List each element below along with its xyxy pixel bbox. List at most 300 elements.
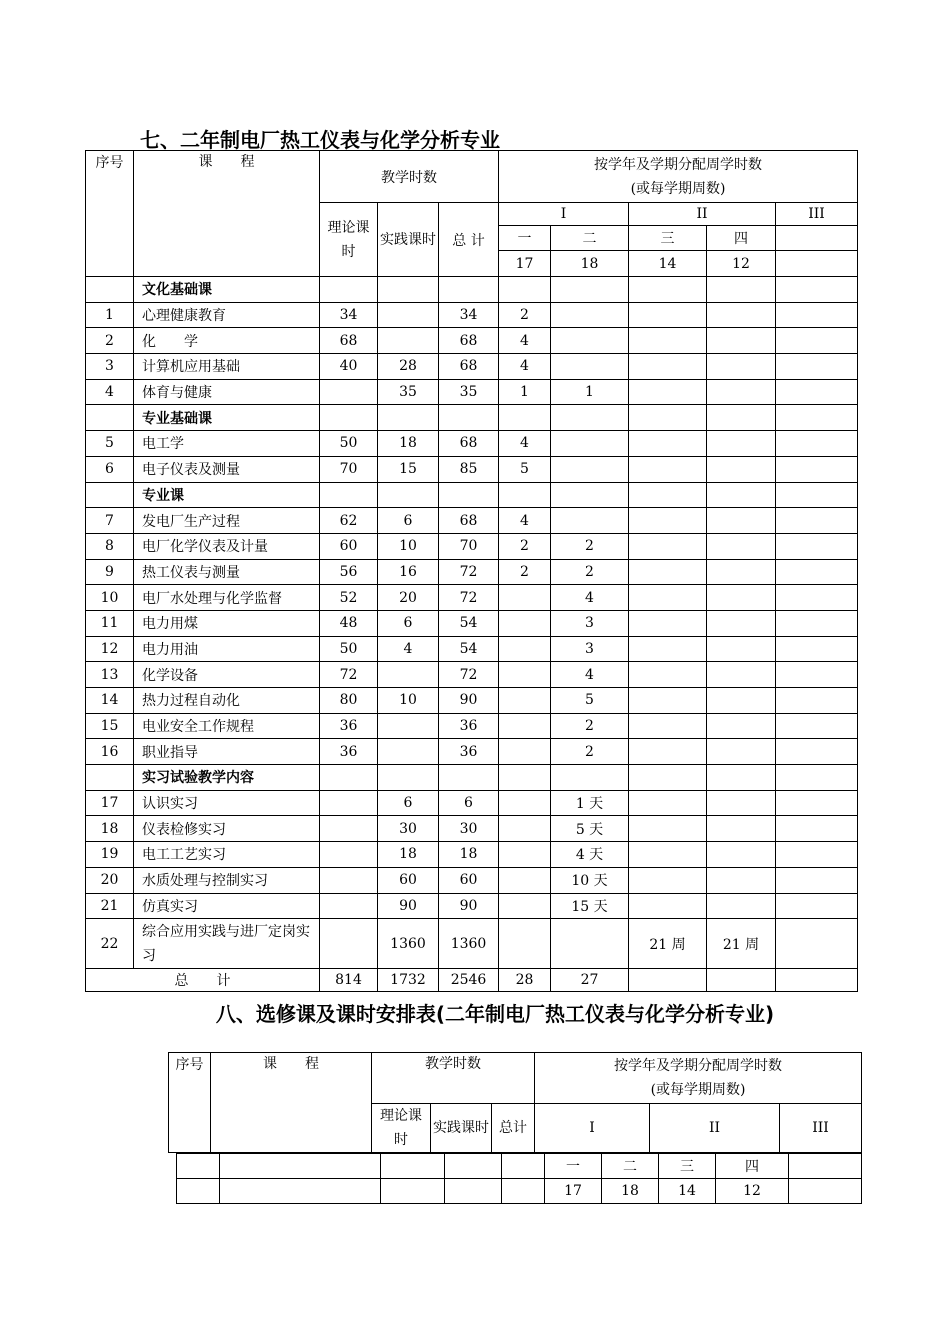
seq-cell: [86, 765, 134, 791]
elective-weeks-3: 14: [659, 1179, 716, 1204]
t1-cell: 5: [499, 456, 551, 482]
course-name: 体育与健康: [134, 379, 320, 405]
header-weeks-4: 12: [707, 251, 776, 277]
t3-cell: [629, 533, 707, 559]
blank-cell: [502, 1154, 545, 1179]
t1-cell: [499, 585, 551, 611]
header-year-3: III: [776, 203, 858, 226]
total-cell: 34: [439, 302, 499, 328]
blank-cell: [776, 482, 858, 508]
header-practice: 实践课时: [378, 203, 439, 277]
category-row: [86, 405, 858, 431]
elective-term-2: 二: [602, 1154, 659, 1179]
t2-cell: [551, 328, 629, 354]
blank-cell: [776, 405, 858, 431]
elective-term-4: 四: [716, 1154, 789, 1179]
t2-cell: 5 天: [551, 816, 629, 842]
header-weeks-2: 18: [551, 251, 629, 277]
blank-cell: [776, 354, 858, 380]
course-name: 电厂水处理与化学监督: [134, 585, 320, 611]
table-row: [86, 790, 858, 816]
seq-cell: 18: [86, 816, 134, 842]
blank-cell: [378, 765, 439, 791]
t4-cell: [707, 559, 776, 585]
course-name: 心理健康教育: [134, 302, 320, 328]
table-row: [86, 816, 858, 842]
blank-cell: [499, 482, 551, 508]
t1-cell: [499, 842, 551, 868]
theory-cell: [320, 867, 378, 893]
blank-cell: [776, 816, 858, 842]
blank-cell: [707, 969, 776, 992]
t4-cell: [707, 662, 776, 688]
seq-cell: 15: [86, 713, 134, 739]
header-term-2: 二: [551, 226, 629, 251]
blank-cell: [499, 405, 551, 431]
blank-cell: [776, 431, 858, 457]
t3-cell: [629, 636, 707, 662]
elective-header-year-1: I: [535, 1104, 650, 1153]
blank-cell: [502, 1179, 545, 1204]
practice-cell: [378, 713, 439, 739]
course-name: 综合应用实践与进厂定岗实习: [134, 919, 320, 969]
t1-cell: [499, 713, 551, 739]
blank-cell: [776, 969, 858, 992]
table-row: [86, 302, 858, 328]
t3-cell: [629, 610, 707, 636]
blank-cell: [551, 277, 629, 303]
practice-cell: 10: [378, 688, 439, 714]
elective-weeks-2: 18: [602, 1179, 659, 1204]
t2-cell: [551, 508, 629, 534]
header-term-4: 四: [707, 226, 776, 251]
t2-cell: 10 天: [551, 867, 629, 893]
seq-cell: 21: [86, 893, 134, 919]
blank-cell: [776, 533, 858, 559]
t4-cell: [707, 354, 776, 380]
elective-weeks-1: 17: [545, 1179, 602, 1204]
header-distribution-main: 按学年及学期分配周学时数: [594, 156, 763, 173]
header-year-2: II: [629, 203, 776, 226]
header-distribution: [499, 151, 858, 203]
header-year-1: I: [499, 203, 629, 226]
t1-cell: [499, 610, 551, 636]
header-hours: 教学时数: [320, 151, 499, 203]
elective-distribution-sub: (或每学期周数): [650, 1082, 746, 1098]
course-name: 电力用煤: [134, 610, 320, 636]
category-label: 实习试验教学内容: [134, 765, 320, 791]
blank-cell: [445, 1154, 502, 1179]
t4-cell: [707, 533, 776, 559]
elective-header-hours: 教学时数: [372, 1053, 535, 1104]
practice-cell: 30: [378, 816, 439, 842]
practice-cell: 10: [378, 533, 439, 559]
blank-cell: [776, 379, 858, 405]
t3-cell: [629, 456, 707, 482]
elective-header-distribution: [535, 1053, 862, 1104]
t1-cell: [499, 790, 551, 816]
total-cell: 85: [439, 456, 499, 482]
blank-cell: [776, 559, 858, 585]
header-seq: 序号: [86, 151, 134, 277]
elective-header-year-2: II: [650, 1104, 780, 1153]
t3-cell: [629, 379, 707, 405]
t4-cell: [707, 790, 776, 816]
total-cell: 70: [439, 533, 499, 559]
t1-cell: 4: [499, 431, 551, 457]
t4-cell: [707, 739, 776, 765]
course-name: 水质处理与控制实习: [134, 867, 320, 893]
total-cell: 30: [439, 816, 499, 842]
table-row: [86, 456, 858, 482]
blank-cell: [381, 1154, 445, 1179]
blank-cell: [629, 277, 707, 303]
total-cell: 54: [439, 610, 499, 636]
total-cell: 68: [439, 508, 499, 534]
theory-cell: 50: [320, 431, 378, 457]
practice-cell: 20: [378, 585, 439, 611]
blank-cell: [320, 765, 378, 791]
theory-cell: [320, 790, 378, 816]
blank-cell: [629, 765, 707, 791]
table-row: [86, 688, 858, 714]
seq-cell: 10: [86, 585, 134, 611]
practice-cell: 35: [378, 379, 439, 405]
blank-cell: [629, 969, 707, 992]
course-name: 热工仪表与测量: [134, 559, 320, 585]
seq-cell: 12: [86, 636, 134, 662]
t4-cell: [707, 842, 776, 868]
elective-header-course: 课 程: [211, 1053, 372, 1153]
t4-cell: [707, 713, 776, 739]
blank-cell: [378, 277, 439, 303]
category-row: [86, 482, 858, 508]
section8-title: 八、选修课及课时安排表(二年制电厂热工仪表与化学分析专业): [215, 1002, 775, 1026]
t4-cell: [707, 302, 776, 328]
table-row: [86, 893, 858, 919]
theory-cell: 50: [320, 636, 378, 662]
total-cell: 54: [439, 636, 499, 662]
total-cell: 72: [439, 559, 499, 585]
total-cell: 68: [439, 431, 499, 457]
t4-cell: [707, 636, 776, 662]
elective-distribution-main: 按学年及学期分配周学时数: [614, 1058, 783, 1074]
t2-cell: 3: [551, 610, 629, 636]
elective-term-table: [176, 1153, 862, 1204]
seq-cell: 3: [86, 354, 134, 380]
t4-cell: [707, 508, 776, 534]
practice-cell: 6: [378, 790, 439, 816]
elective-header-total: 总计: [492, 1104, 535, 1153]
header-distribution-sub: (或每学期周数): [630, 180, 726, 197]
header-weeks-blank: [776, 251, 858, 277]
t3-cell: [629, 867, 707, 893]
practice-cell: 18: [378, 431, 439, 457]
theory-cell: 70: [320, 456, 378, 482]
course-name: 仿真实习: [134, 893, 320, 919]
section7-title: 七、二年制电厂热工仪表与化学分析专业: [140, 128, 500, 152]
header-theory: 理论课时: [320, 203, 378, 277]
seq-cell: [86, 405, 134, 431]
theory-cell: 62: [320, 508, 378, 534]
t3-cell: [629, 302, 707, 328]
total-cell: 18: [439, 842, 499, 868]
blank-cell: [776, 662, 858, 688]
theory-cell: 40: [320, 354, 378, 380]
practice-cell: 6: [378, 508, 439, 534]
total-cell: 60: [439, 867, 499, 893]
total-cell: 1360: [439, 919, 499, 969]
header-term-3: 三: [629, 226, 707, 251]
t3-cell: [629, 431, 707, 457]
course-name: 计算机应用基础: [134, 354, 320, 380]
table-row: [86, 636, 858, 662]
seq-cell: [86, 277, 134, 303]
t2-cell: 2: [551, 713, 629, 739]
header-total: 总 计: [439, 203, 499, 277]
blank-cell: [707, 277, 776, 303]
t2-cell: 2: [551, 533, 629, 559]
total-practice: 1732: [378, 969, 439, 992]
total-cell: 35: [439, 379, 499, 405]
total-cell: 90: [439, 893, 499, 919]
theory-cell: 34: [320, 302, 378, 328]
seq-cell: 20: [86, 867, 134, 893]
t3-cell: [629, 739, 707, 765]
t1-cell: 4: [499, 508, 551, 534]
t2-cell: 2: [551, 559, 629, 585]
seq-cell: 5: [86, 431, 134, 457]
course-name: 电力用油: [134, 636, 320, 662]
elective-term-1: 一: [545, 1154, 602, 1179]
total-total: 2546: [439, 969, 499, 992]
total-t2: 27: [551, 969, 629, 992]
t2-cell: [551, 354, 629, 380]
table-row: [86, 508, 858, 534]
table-row: [86, 713, 858, 739]
blank-cell: [320, 405, 378, 431]
t2-cell: 3: [551, 636, 629, 662]
seq-cell: 19: [86, 842, 134, 868]
theory-cell: 36: [320, 739, 378, 765]
category-label: 专业课: [134, 482, 320, 508]
seq-cell: 17: [86, 790, 134, 816]
theory-cell: [320, 816, 378, 842]
t1-cell: [499, 662, 551, 688]
table-row: [86, 919, 858, 969]
seq-cell: 9: [86, 559, 134, 585]
blank-cell: [629, 405, 707, 431]
t4-cell: [707, 893, 776, 919]
t3-cell: [629, 688, 707, 714]
blank-cell: [776, 713, 858, 739]
table-row: [86, 431, 858, 457]
header-weeks-3: 14: [629, 251, 707, 277]
blank-cell: [439, 405, 499, 431]
blank-cell: [707, 765, 776, 791]
t3-cell: [629, 662, 707, 688]
blank-cell: [776, 919, 858, 969]
table-row: [86, 662, 858, 688]
total-cell: 72: [439, 585, 499, 611]
seq-cell: 7: [86, 508, 134, 534]
elective-header-seq: 序号: [169, 1053, 211, 1153]
t4-cell: [707, 328, 776, 354]
seq-cell: 6: [86, 456, 134, 482]
seq-cell: 13: [86, 662, 134, 688]
blank-cell: [776, 585, 858, 611]
blank-cell: [439, 765, 499, 791]
blank-cell: [776, 765, 858, 791]
t2-cell: 4: [551, 662, 629, 688]
course-name: 认识实习: [134, 790, 320, 816]
theory-cell: [320, 379, 378, 405]
theory-cell: 80: [320, 688, 378, 714]
theory-cell: [320, 893, 378, 919]
t1-cell: 4: [499, 354, 551, 380]
total-cell: 68: [439, 354, 499, 380]
blank-cell: [776, 302, 858, 328]
blank-cell: [445, 1179, 502, 1204]
blank-cell: [776, 893, 858, 919]
practice-cell: [378, 739, 439, 765]
blank-cell: [551, 405, 629, 431]
practice-cell: 90: [378, 893, 439, 919]
t2-cell: 5: [551, 688, 629, 714]
t3-cell: [629, 328, 707, 354]
theory-cell: [320, 842, 378, 868]
practice-cell: [378, 302, 439, 328]
practice-cell: [378, 662, 439, 688]
total-cell: 36: [439, 713, 499, 739]
course-name: 发电厂生产过程: [134, 508, 320, 534]
course-name: 职业指导: [134, 739, 320, 765]
category-label: 专业基础课: [134, 405, 320, 431]
blank-cell: [320, 277, 378, 303]
table-row: [86, 585, 858, 611]
t2-cell: [551, 456, 629, 482]
practice-cell: [378, 328, 439, 354]
t2-cell: 1 天: [551, 790, 629, 816]
table-row: [86, 867, 858, 893]
total-cell: 72: [439, 662, 499, 688]
t2-cell: 15 天: [551, 893, 629, 919]
elective-header-theory: 理论课时: [372, 1104, 431, 1153]
course-name: 电厂化学仪表及计量: [134, 533, 320, 559]
blank-cell: [378, 405, 439, 431]
course-name: 化学设备: [134, 662, 320, 688]
seq-cell: 16: [86, 739, 134, 765]
practice-cell: 6: [378, 610, 439, 636]
t2-cell: 1: [551, 379, 629, 405]
practice-cell: 1360: [378, 919, 439, 969]
theory-cell: [320, 919, 378, 969]
course-name: 电工工艺实习: [134, 842, 320, 868]
theory-cell: 36: [320, 713, 378, 739]
t2-cell: [551, 431, 629, 457]
total-cell: 36: [439, 739, 499, 765]
course-name: 电业安全工作规程: [134, 713, 320, 739]
table-row: [86, 610, 858, 636]
total-t1: 28: [499, 969, 551, 992]
t4-cell: [707, 867, 776, 893]
table-row: [86, 559, 858, 585]
elective-header-table: [168, 1052, 862, 1153]
header-term-1: 一: [499, 226, 551, 251]
elective-weeks-4: 12: [716, 1179, 789, 1204]
t2-cell: 4 天: [551, 842, 629, 868]
seq-cell: 4: [86, 379, 134, 405]
theory-cell: 56: [320, 559, 378, 585]
blank-cell: [707, 405, 776, 431]
t2-cell: [551, 919, 629, 969]
t2-cell: 2: [551, 739, 629, 765]
t3-cell: [629, 713, 707, 739]
blank-cell: [378, 482, 439, 508]
t3-cell: [629, 816, 707, 842]
t1-cell: 1: [499, 379, 551, 405]
t1-cell: [499, 893, 551, 919]
elective-header-year-3: III: [780, 1104, 862, 1153]
seq-cell: 2: [86, 328, 134, 354]
practice-cell: 60: [378, 867, 439, 893]
blank-cell: [776, 277, 858, 303]
seq-cell: [86, 482, 134, 508]
blank-cell: [439, 277, 499, 303]
blank-cell: [551, 482, 629, 508]
blank-cell: [776, 610, 858, 636]
t3-cell: [629, 559, 707, 585]
course-name: 热力过程自动化: [134, 688, 320, 714]
totals-row: [86, 969, 858, 992]
theory-cell: 48: [320, 610, 378, 636]
seq-cell: 22: [86, 919, 134, 969]
theory-cell: 72: [320, 662, 378, 688]
t1-cell: [499, 739, 551, 765]
t3-cell: [629, 790, 707, 816]
blank-cell: [776, 688, 858, 714]
blank-cell: [776, 328, 858, 354]
practice-cell: 16: [378, 559, 439, 585]
t1-cell: 2: [499, 302, 551, 328]
blank-cell: [220, 1154, 381, 1179]
blank-cell: [381, 1179, 445, 1204]
blank-cell: [776, 508, 858, 534]
seq-cell: 11: [86, 610, 134, 636]
total-cell: 90: [439, 688, 499, 714]
t3-cell: [629, 842, 707, 868]
t4-cell: [707, 379, 776, 405]
totals-label: 总 计: [86, 969, 320, 992]
blank-cell: [776, 456, 858, 482]
t4-cell: 21 周: [707, 919, 776, 969]
category-row: [86, 277, 858, 303]
t3-cell: [629, 508, 707, 534]
course-name: 化 学: [134, 328, 320, 354]
total-cell: 6: [439, 790, 499, 816]
course-name: 仪表检修实习: [134, 816, 320, 842]
blank-cell: [776, 790, 858, 816]
t1-cell: [499, 688, 551, 714]
blank-cell: [499, 277, 551, 303]
t1-cell: 2: [499, 533, 551, 559]
t4-cell: [707, 816, 776, 842]
header-term-blank: [776, 226, 858, 251]
practice-cell: 18: [378, 842, 439, 868]
practice-cell: 15: [378, 456, 439, 482]
t2-cell: 4: [551, 585, 629, 611]
blank-cell: [177, 1154, 220, 1179]
